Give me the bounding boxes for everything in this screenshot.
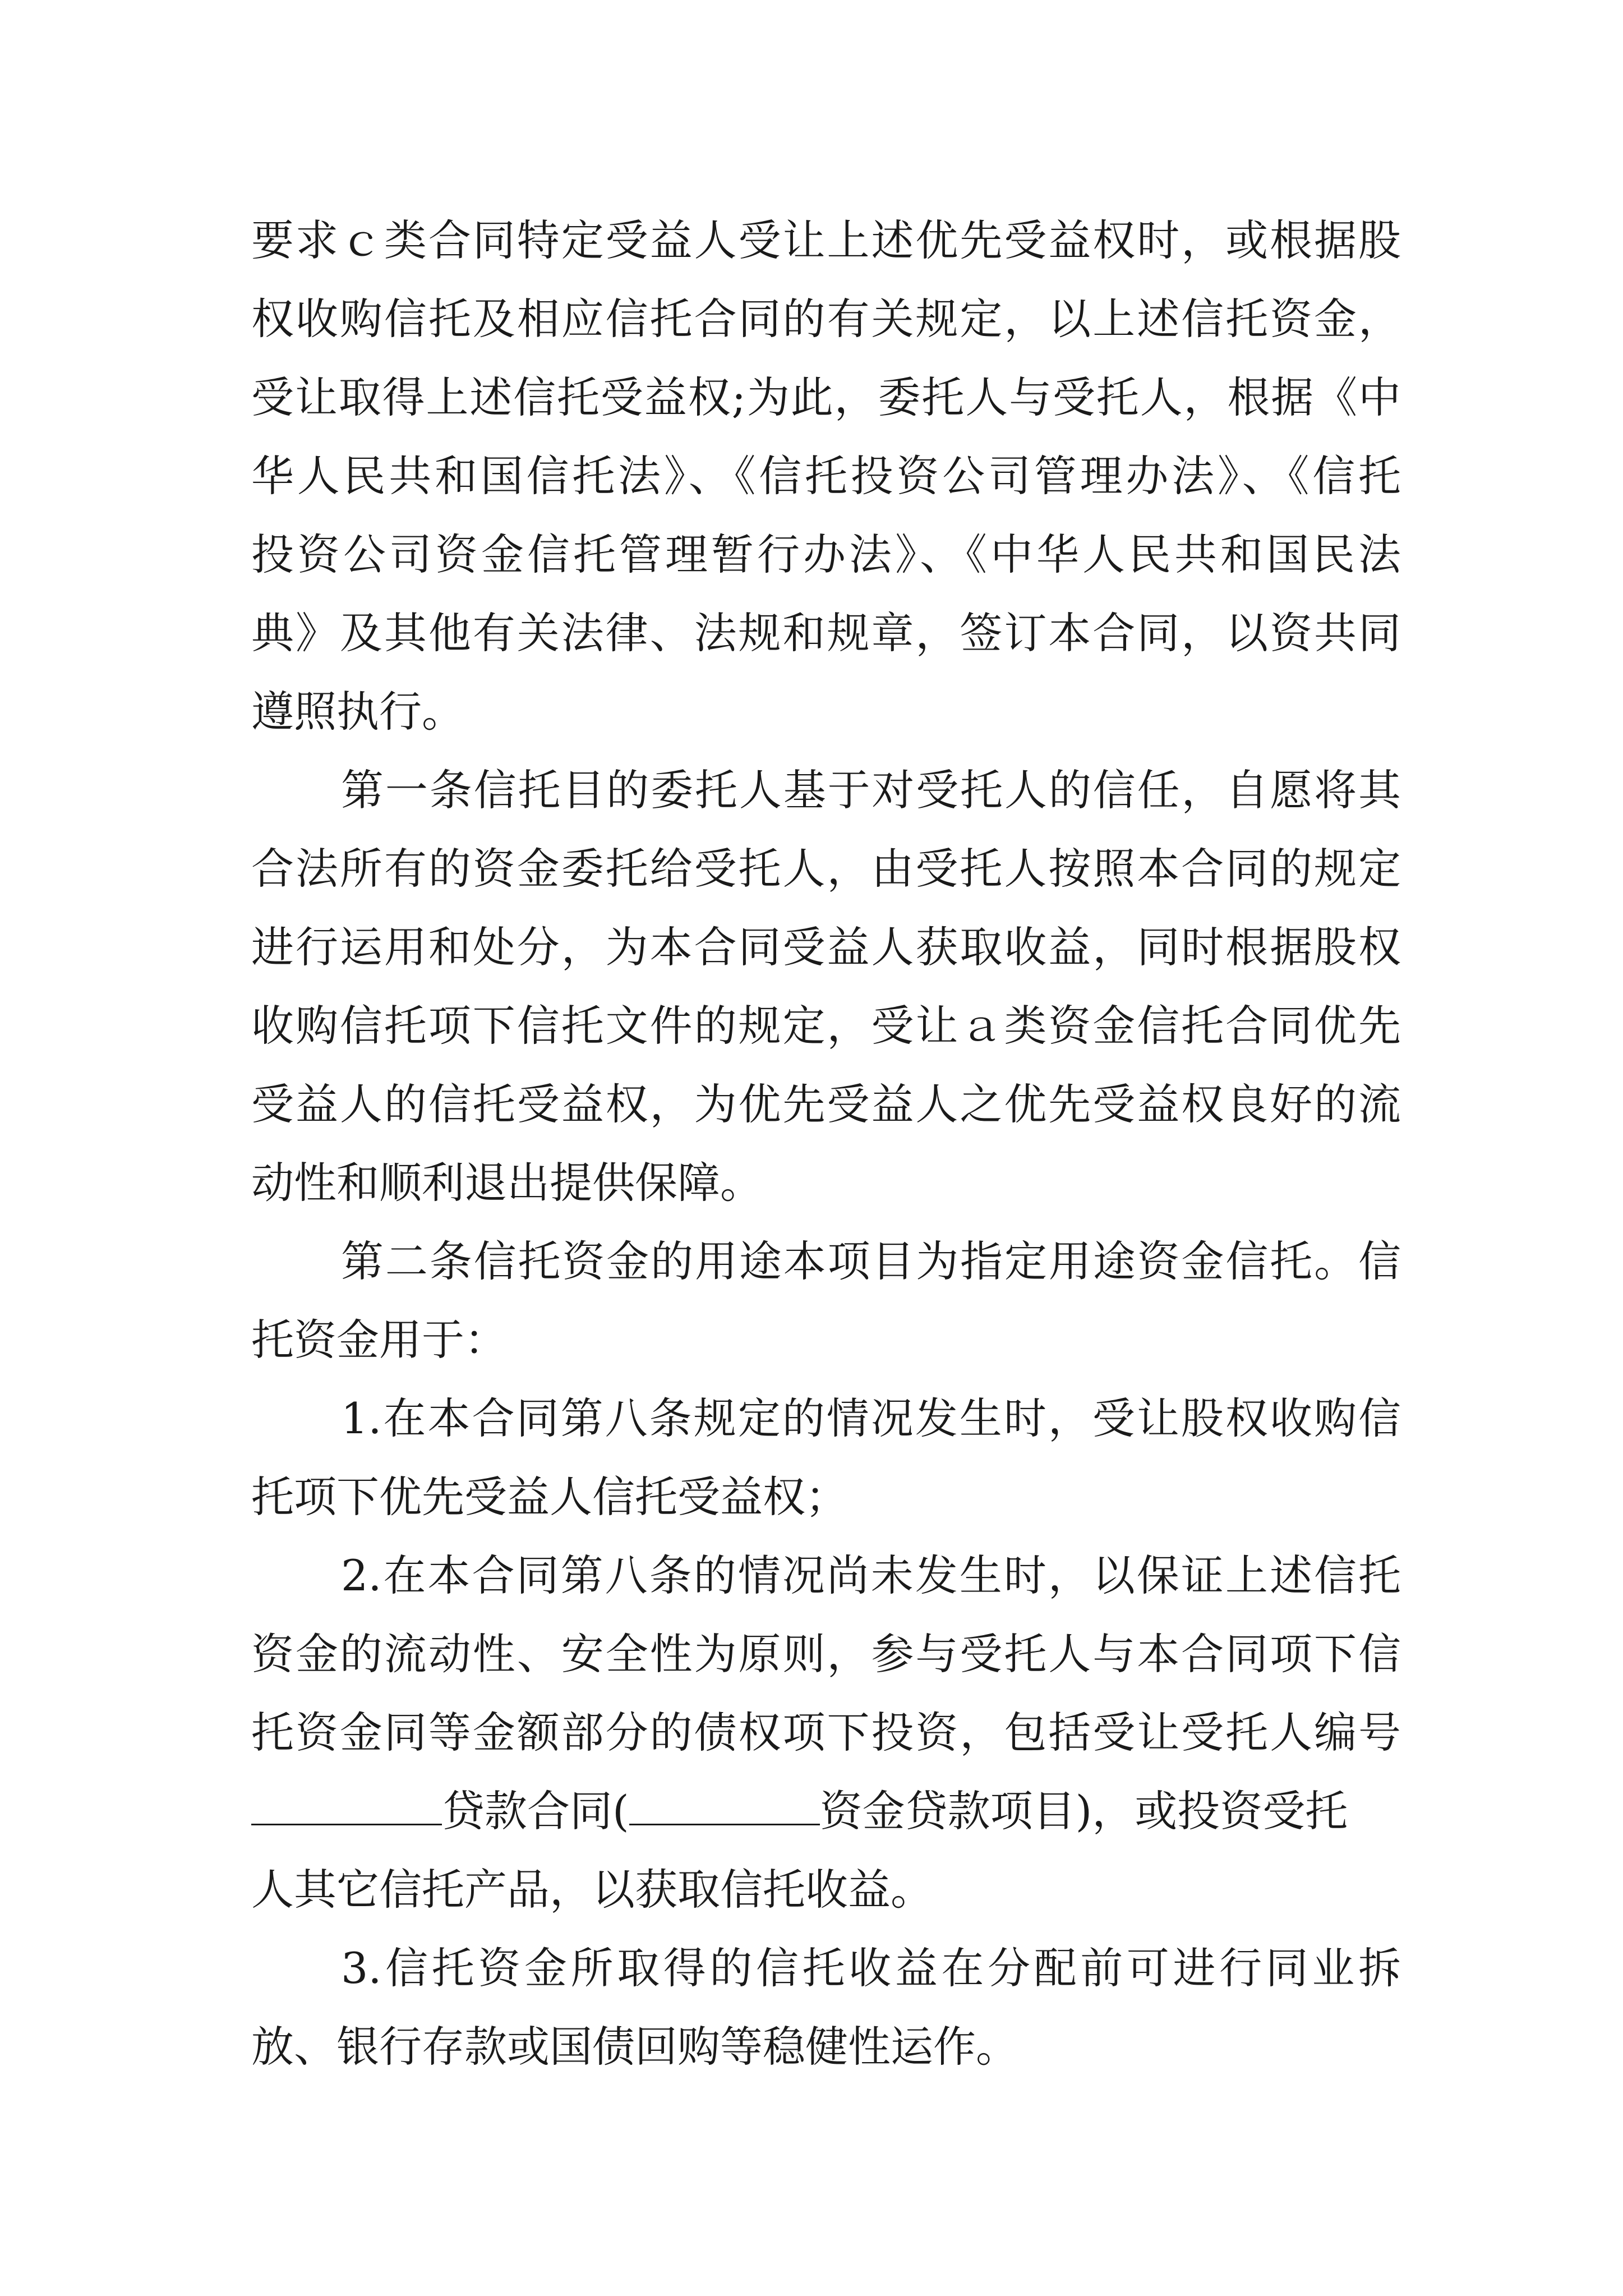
text-line: 第一条信托目的委托人基于对受托人的信任，自愿将其 — [341, 765, 1401, 815]
text-line: 1.在本合同第八条规定的情况发生时，受让股权收购信 — [341, 1393, 1401, 1443]
text-line: 第二条信托资金的用途本项目为指定用途资金信托。信 — [341, 1236, 1401, 1286]
text-line: 进行运用和处分，为本合同受益人获取收益，同时根据股权 — [251, 922, 1401, 972]
fill-in-blank — [251, 1772, 442, 1825]
fill-in-blank — [629, 1772, 820, 1825]
text-line: 资金的流动性、安全性为原则，参与受托人与本合同项下信 — [251, 1629, 1401, 1679]
text-line: 华人民共和国信托法》、《信托投资公司管理办法》、《信托 — [251, 451, 1401, 501]
text-line: 合法所有的资金委托给受托人，由受托人按照本合同的规定 — [251, 844, 1401, 894]
text-line: 托资金同等金额部分的债权项下投资，包括受让受托人编号 — [251, 1708, 1401, 1757]
text-line: 放、银行存款或国债回购等稳健性运作。 — [251, 2022, 1018, 2072]
text-line: 托资金用于： — [251, 1315, 507, 1365]
text-line: 权收购信托及相应信托合同的有关规定，以上述信托资金， — [251, 294, 1401, 344]
text-segment: 贷款合同( — [442, 1786, 629, 1836]
text-line: 收购信托项下信托文件的规定，受让ａ类资金信托合同优先 — [251, 1001, 1401, 1051]
text-line: 受让取得上述信托受益权;为此，委托人与受托人，根据《中 — [251, 372, 1401, 422]
text-line: 要求ｃ类合同特定受益人受让上述优先受益权时，或根据股 — [251, 215, 1401, 265]
text-line: 动性和顺利退出提供保障。 — [251, 1158, 763, 1208]
text-line: 人其它信托产品，以获取信托收益。 — [251, 1865, 933, 1915]
text-line: 投资公司资金信托管理暂行办法》、《中华人民共和国民法 — [251, 530, 1401, 579]
text-line: 托项下优先受益人信托受益权； — [251, 1472, 848, 1522]
text-line: 3.信托资金所取得的信托收益在分配前可进行同业拆 — [341, 1943, 1401, 1993]
text-line: 2.在本合同第八条的情况尚未发生时，以保证上述信托 — [341, 1550, 1401, 1600]
blank-fill-line — [251, 1772, 1401, 1851]
text-line: 典》及其他有关法律、法规和规章，签订本合同，以资共同 — [251, 608, 1401, 658]
text-line: 遵照执行。 — [251, 687, 464, 737]
text-segment: 资金贷款项目)，或投资受托 — [819, 1786, 1348, 1836]
text-line: 受益人的信托受益权，为优先受益人之优先受益权良好的流 — [251, 1079, 1401, 1129]
